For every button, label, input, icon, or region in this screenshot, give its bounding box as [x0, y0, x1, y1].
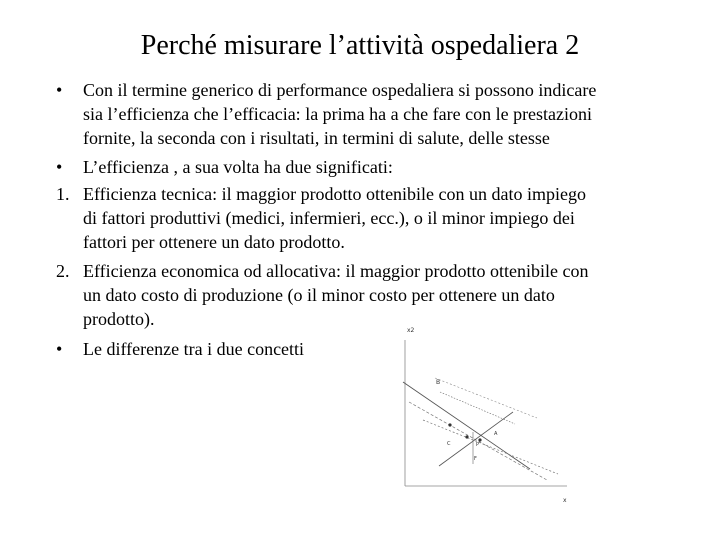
- text-line: di fattori produttivi (medici, infermieri, ecc.), o il minor impiego dei: [83, 208, 575, 228]
- text-line: fattori per ottenere un dato prodotto.: [83, 232, 345, 252]
- bullet-marker: •: [56, 339, 63, 359]
- text-line: Efficienza tecnica: il maggior prodotto ottenibile con un dato impiego: [83, 184, 587, 204]
- point-label-b: B: [436, 379, 441, 386]
- text-line: un dato costo di produzione (o il minor costo per ottenere un dato: [83, 285, 555, 305]
- point-marker: [465, 435, 468, 438]
- slide-title: Perché misurare l’attività ospedaliera 2: [140, 30, 580, 61]
- text-line: sia l’efficienza che l’efficacia: la prima ha a che fare con le prestazioni: [83, 104, 593, 124]
- isocost-line-dashed: [409, 402, 547, 480]
- text-line: prodotto).: [83, 309, 155, 329]
- isoquant-diagram: [395, 322, 580, 507]
- point-label-f: F: [474, 456, 477, 462]
- x-axis-label: x: [563, 497, 567, 504]
- list-item-text: [83, 259, 683, 331]
- bullet-marker: •: [56, 157, 63, 177]
- ray-line-upper: [435, 378, 537, 418]
- list-item-text: [83, 182, 683, 254]
- isocost-line: [403, 382, 530, 469]
- text-line: Le differenze tra i due concetti: [83, 339, 305, 359]
- point-label-p: P: [476, 442, 480, 448]
- point-label-c: C: [447, 441, 451, 447]
- text-line: Con il termine generico di performance ospedaliera si possono indicare: [83, 80, 597, 100]
- list-item-text: [83, 337, 683, 361]
- text-line: fornite, la seconda con i risultati, in termini di salute, delle stesse: [83, 128, 550, 148]
- point-label-a: A: [494, 431, 498, 437]
- text-line: Efficienza economica od allocativa: il maggior prodotto ottenibile con: [83, 261, 589, 281]
- text-line: L’efficienza , a sua volta ha due significati:: [83, 157, 393, 177]
- bullet-marker: •: [56, 80, 63, 100]
- y-axis-label: x2: [407, 327, 415, 334]
- list-number: 1.: [56, 184, 70, 204]
- list-item-text: [83, 78, 683, 150]
- list-number: 2.: [56, 261, 70, 281]
- point-marker: [448, 423, 451, 426]
- list-item-text: [83, 155, 683, 179]
